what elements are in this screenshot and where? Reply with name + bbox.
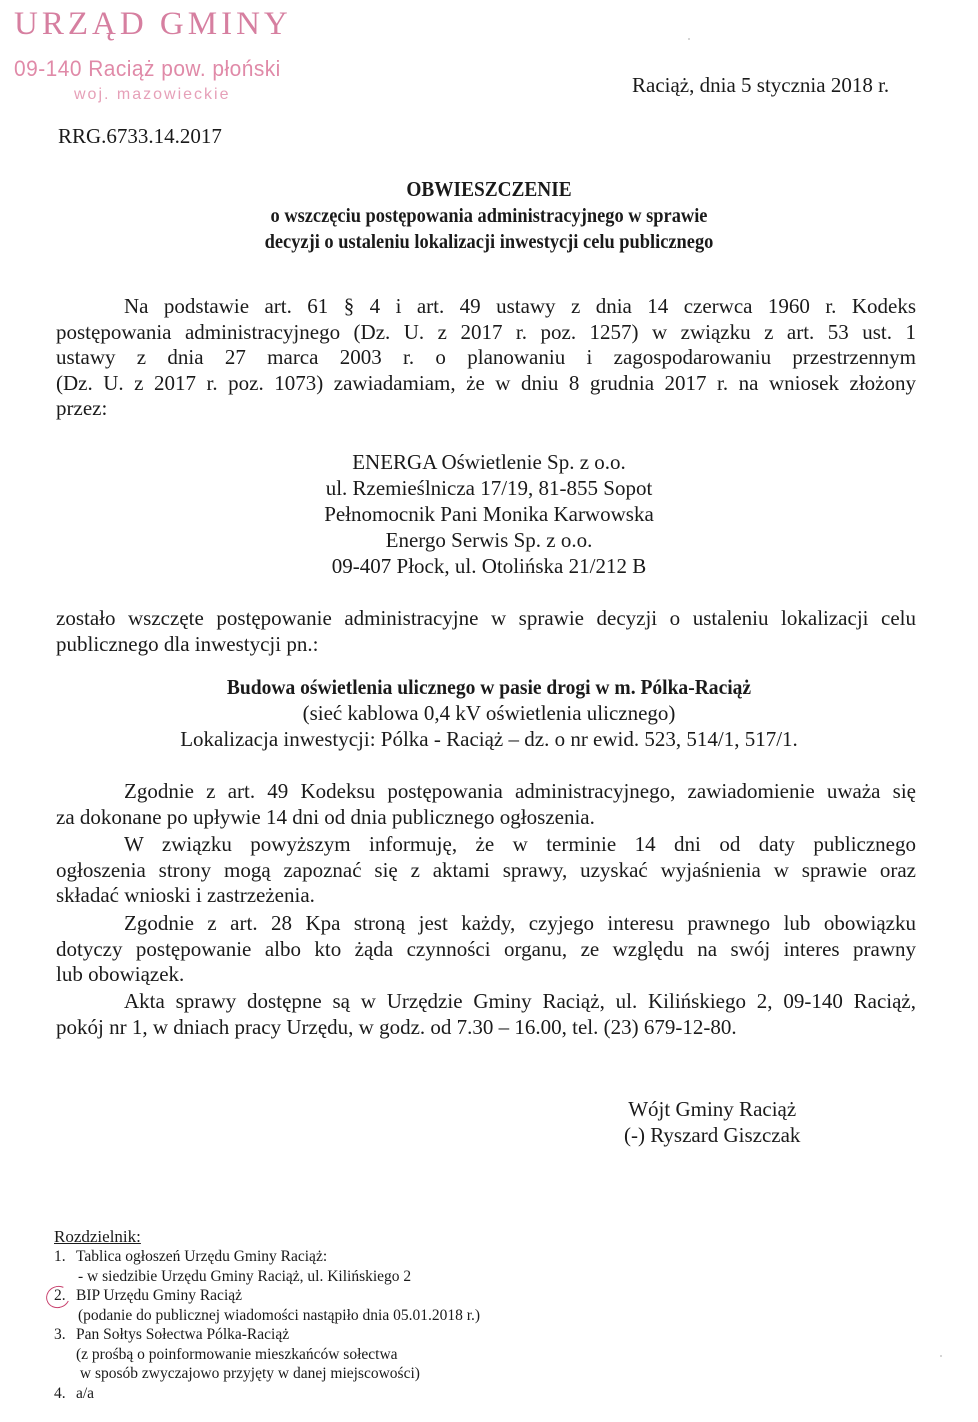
distribution-item-detail: w sposób zwyczajowo przyjęty w danej miejscowości)	[76, 1365, 420, 1382]
document-title-block	[0, 176, 978, 255]
initiated-paragraph	[56, 606, 916, 657]
distribution-item-number: 1.	[54, 1248, 66, 1265]
applicant-proxy-address: 09-407 Płock, ul. Otolińska 21/212 B	[331, 554, 647, 578]
paragraph-line: pokój nr 1, w dniach pracy Urzędu, w godz. od 7.30 – 16.00, tel. (23) 679-12-80.	[56, 1014, 737, 1039]
notice-paragraph-4	[56, 989, 916, 1040]
applicant-proxy-company: Energo Serwis Sp. z o.o.	[385, 528, 593, 552]
distribution-item-label: Pan Sołtys Sołectwa Pólka-Raciąż	[76, 1326, 290, 1343]
applicant-address: ul. Rzemieślnicza 17/19, 81-855 Sopot	[325, 476, 653, 500]
paragraph-line: zostało wszczęte postępowanie administracyjne w sprawie decyzji o ustaleniu lokalizacji celu	[56, 606, 916, 630]
project-block	[0, 674, 978, 752]
scan-speck	[940, 1355, 942, 1357]
scan-speck	[688, 38, 690, 40]
project-subtitle: (sieć kablowa 0,4 kV oświetlenia ulicznego)	[302, 701, 676, 725]
paragraph-line: za dokonane po upływie 14 dni od dnia publicznego ogłoszenia.	[56, 804, 595, 829]
paragraph-line: ustawy z dnia 27 marca 2003 r. o planowaniu i zagospodarowaniu przestrzennym	[56, 345, 916, 369]
distribution-item-1	[54, 1247, 480, 1286]
distribution-item-detail: (podanie do publicznej wiadomości nastąpiło dnia 05.01.2018 r.)	[78, 1306, 481, 1324]
reference-number: RRG.6733.14.2017	[58, 124, 222, 148]
distribution-item-number: 2.	[54, 1287, 66, 1304]
distribution-item-2	[54, 1286, 480, 1325]
paragraph-line: W związku powyższym informuję, że w terminie 14 dni od daty publicznego	[124, 832, 916, 856]
paragraph-line: lub obowiązek.	[56, 962, 185, 986]
paragraph-line: dotyczy postępowanie albo kto żąda czynności organu, ze względu na swój interes prawny	[56, 936, 916, 961]
distribution-item-label: BIP Urzędu Gminy Raciąż	[76, 1287, 243, 1304]
document-subtitle-line-1: o wszczęciu postępowania administracyjnego w sprawie	[270, 205, 708, 227]
applicant-proxy: Pełnomocnik Pani Monika Karwowska	[324, 502, 654, 526]
distribution-item-label: Tablica ogłoszeń Urzędu Gminy Raciąż:	[76, 1248, 328, 1265]
distribution-list	[54, 1226, 480, 1403]
distribution-item-number: 3.	[54, 1326, 66, 1343]
applicant-company: ENERGA Oświetlenie Sp. z o.o.	[352, 450, 626, 474]
paragraph-line: Akta sprawy dostępne są w Urzędzie Gminy Raciąż, ul. Kilińskiego 2, 09-140 Raciąż,	[124, 989, 916, 1013]
project-title: Budowa oświetlenia ulicznego w pasie drogi w m. Pólka-Raciąż	[226, 675, 752, 699]
paragraph-line: Zgodnie z art. 49 Kodeksu postępowania administracyjnego, zawiadomienie uważa się	[124, 779, 916, 803]
signature-block	[624, 1096, 800, 1148]
distribution-item-detail: - w siedzibie Urzędu Gminy Raciąż, ul. Kilińskiego 2	[78, 1267, 412, 1285]
distribution-item-4	[54, 1384, 480, 1404]
notice-paragraph-2	[56, 832, 916, 909]
office-stamp-region: woj. mazowieckie	[74, 86, 231, 103]
paragraph-line: ogłoszenia strony mogą zapoznać się z aktami sprawy, uzyskać wyjaśnienia w sprawie oraz	[56, 857, 916, 882]
paragraph-line: (Dz. U. z 2017 r. poz. 1073) zawiadamiam, że w dniu 8 grudnia 2017 r. na wniosek złożony	[56, 370, 916, 395]
signatory-name: (-) Ryszard Giszczak	[624, 1123, 801, 1147]
paragraph-line: Zgodnie z art. 28 Kpa stroną jest każdy, czyjego interesu prawnego lub obowiązku	[124, 911, 916, 935]
notice-paragraph-3	[56, 911, 916, 988]
document-title: OBWIESZCZENIE	[406, 177, 572, 201]
applicant-block	[0, 449, 978, 579]
office-stamp-address: 09-140 Raciąż pow. płoński	[14, 56, 281, 81]
intro-paragraph	[56, 294, 916, 422]
document-subtitle-line-2: decyzji o ustaleniu lokalizacji inwestycji celu publicznego	[264, 231, 714, 253]
paragraph-line: przez:	[56, 396, 108, 420]
paragraph-line: Na podstawie art. 61 § 4 i art. 49 ustawy z dnia 14 czerwca 1960 r. Kodeks	[124, 294, 916, 318]
distribution-item-number: 4.	[54, 1384, 66, 1402]
distribution-heading: Rozdzielnik:	[54, 1227, 141, 1246]
distribution-item-3	[54, 1325, 480, 1384]
document-date: Raciąż, dnia 5 stycznia 2018 r.	[632, 73, 890, 97]
project-location: Lokalizacja inwestycji: Pólka - Raciąż – dz. o nr ewid. 523, 514/1, 517/1.	[180, 727, 798, 751]
paragraph-line: publicznego dla inwestycji pn.:	[56, 631, 319, 656]
distribution-item-detail: (z prośbą o poinformowanie mieszkańców sołectwa	[76, 1345, 398, 1363]
office-stamp-title: URZĄD GMINY	[14, 6, 292, 42]
paragraph-line: składać wnioski i zastrzeżenia.	[56, 883, 315, 907]
paragraph-line: postępowania administracyjnego (Dz. U. z 2017 r. poz. 1257) w związku z art. 53 ust. 1	[56, 319, 916, 344]
distribution-item-label: a/a	[76, 1384, 95, 1402]
signatory-title: Wójt Gminy Raciąż	[628, 1097, 797, 1121]
notice-paragraph-1	[56, 779, 916, 830]
